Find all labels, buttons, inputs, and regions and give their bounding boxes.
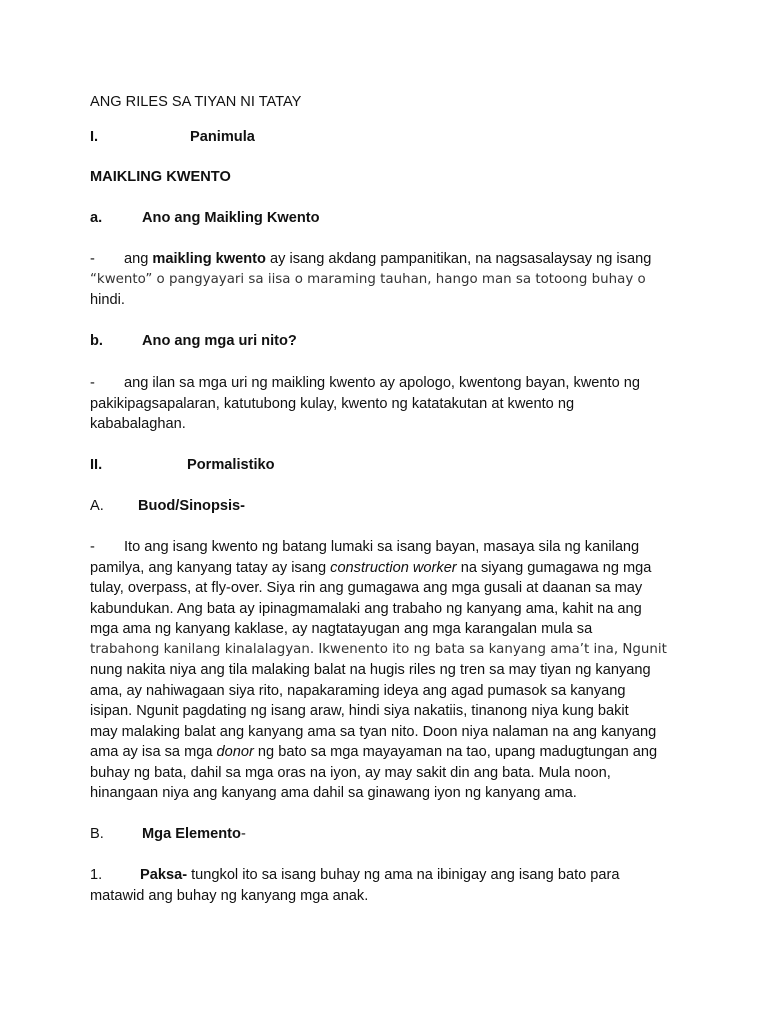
- paragraph-line: [90, 742, 690, 763]
- bullet-dash: -: [90, 375, 95, 391]
- subheading-number: B.: [90, 826, 104, 842]
- bullet-dash: -: [90, 251, 95, 267]
- paragraph-line: nung nakita niya ang tila malaking balat na hugis riles ng tren sa may tiyan ng kanyang: [90, 662, 651, 678]
- section-heading-pormalistiko: [90, 455, 275, 476]
- section-number: I.: [90, 129, 99, 145]
- paragraph-line: may malaking balat ang kanyang ama sa tyan nito. Doon niya nalaman na ang kanyang: [90, 723, 657, 740]
- subheading-label: Buod/Sinopsis-: [138, 498, 246, 514]
- text-run: pamilya, ang kanyang tatay ay isang: [90, 559, 331, 576]
- subheading-suffix: -: [240, 826, 246, 842]
- paragraph-line: mga ama ng kanyang kaklase, ay nagtatayugan ang mga karangalan mula sa: [90, 621, 593, 637]
- subheading-a: [90, 208, 320, 229]
- subheading-number: a.: [90, 210, 103, 226]
- section-heading-panimula: [90, 127, 255, 148]
- paragraph-line: trabahong kanilang kinalalagyan. Ikwenento ito ng bata sa kanyang ama’t ina, Ngunit: [90, 641, 667, 657]
- bold-term: Paksa-: [140, 867, 188, 883]
- paragraph-line: kababalaghan.: [90, 416, 186, 432]
- bold-term: maikling kwento: [152, 251, 266, 267]
- section-label: Pormalistiko: [187, 457, 275, 473]
- paragraph-line: ama, ay nahiwagaan siya rito, napakaraming ideya ang agad pumasok sa kanyang: [90, 682, 626, 699]
- paragraph-line: matawid ang buhay ng kanyang mga anak.: [90, 887, 369, 904]
- paragraph-line: pakikipagsapalaran, katutubong kulay, kwento ng katatakutan at kwento ng: [90, 395, 575, 412]
- paragraph-line: buhay ng bata, dahil sa mga oras na iyon, ay may sakit din ang bata. Mula noon,: [90, 764, 611, 781]
- text-run: ang ilan sa mga uri ng maikling kwento ay apologo, kwentong bayan, kwento ng: [124, 375, 640, 391]
- italic-term: donor: [216, 744, 254, 760]
- text-run: Ito ang isang kwento ng batang lumaki sa isang bayan, masaya sila ng kanilang: [124, 539, 640, 555]
- paragraph-line: [90, 249, 690, 270]
- paragraph-line: “kwento” o pangyayari sa iisa o maraming tauhan, hango man sa totoong buhay o: [90, 271, 646, 287]
- document-title: ANG RILES SA TIYAN NI TATAY: [90, 94, 302, 110]
- text-run: ay isang akdang pampanitikan, na nagsasalaysay ng isang: [265, 251, 652, 267]
- subheading-b: [90, 331, 297, 352]
- text-run: tungkol ito sa isang buhay ng ama na ibinigay ang isang bato para: [187, 867, 620, 883]
- paragraph-line: [90, 373, 690, 394]
- paragraph-line: hindi.: [90, 292, 125, 308]
- paragraph-buod: [90, 537, 690, 804]
- section-label: Panimula: [190, 129, 255, 145]
- paragraph-line: hinangaan niya ang kanyang ama dahil sa ginawang iyon ng kanyang ama.: [90, 785, 577, 801]
- subheading-label: Ano ang Maikling Kwento: [142, 210, 320, 226]
- list-number: 1.: [90, 867, 103, 883]
- subheading-B: [90, 824, 246, 845]
- list-item-paksa: [90, 865, 690, 906]
- paragraph-line: kabundukan. Ang bata ay ipinagmamalaki ang trabaho ng kanyang ama, kahit na ang: [90, 600, 642, 617]
- paragraph-line: isipan. Ngunit pagdating ng isang araw, hindi siya nakatiis, tinanong niya kung bakit: [90, 703, 629, 719]
- subheading-label: Ano ang mga uri nito?: [142, 333, 297, 349]
- paragraph-line: [90, 537, 690, 558]
- bullet-dash: -: [90, 539, 95, 555]
- subheading-label: Mga Elemento: [142, 826, 241, 842]
- paragraph-a: [90, 249, 690, 311]
- subheading-number: A.: [90, 498, 104, 514]
- text-run: na siyang gumagawa ng mga: [456, 559, 652, 576]
- subheading-A: [90, 496, 245, 517]
- text-run: ang: [124, 251, 153, 267]
- italic-term: construction worker: [330, 559, 457, 576]
- subheading-number: b.: [90, 333, 103, 349]
- paragraph-b: [90, 373, 690, 435]
- heading-maikling-kwento: MAIKLING KWENTO: [90, 169, 231, 185]
- paragraph-line: [90, 865, 690, 886]
- paragraph-line: tulay, overpass, at fly-over. Siya rin ang gumagawa ang mga gusali at daanan sa may: [90, 580, 643, 596]
- text-run: ama ay isa sa mga: [90, 744, 217, 760]
- section-number: II.: [90, 457, 103, 473]
- text-run: ng bato sa mga mayayaman na tao, upang madugtungan ang: [253, 744, 658, 760]
- paragraph-line: [90, 558, 690, 579]
